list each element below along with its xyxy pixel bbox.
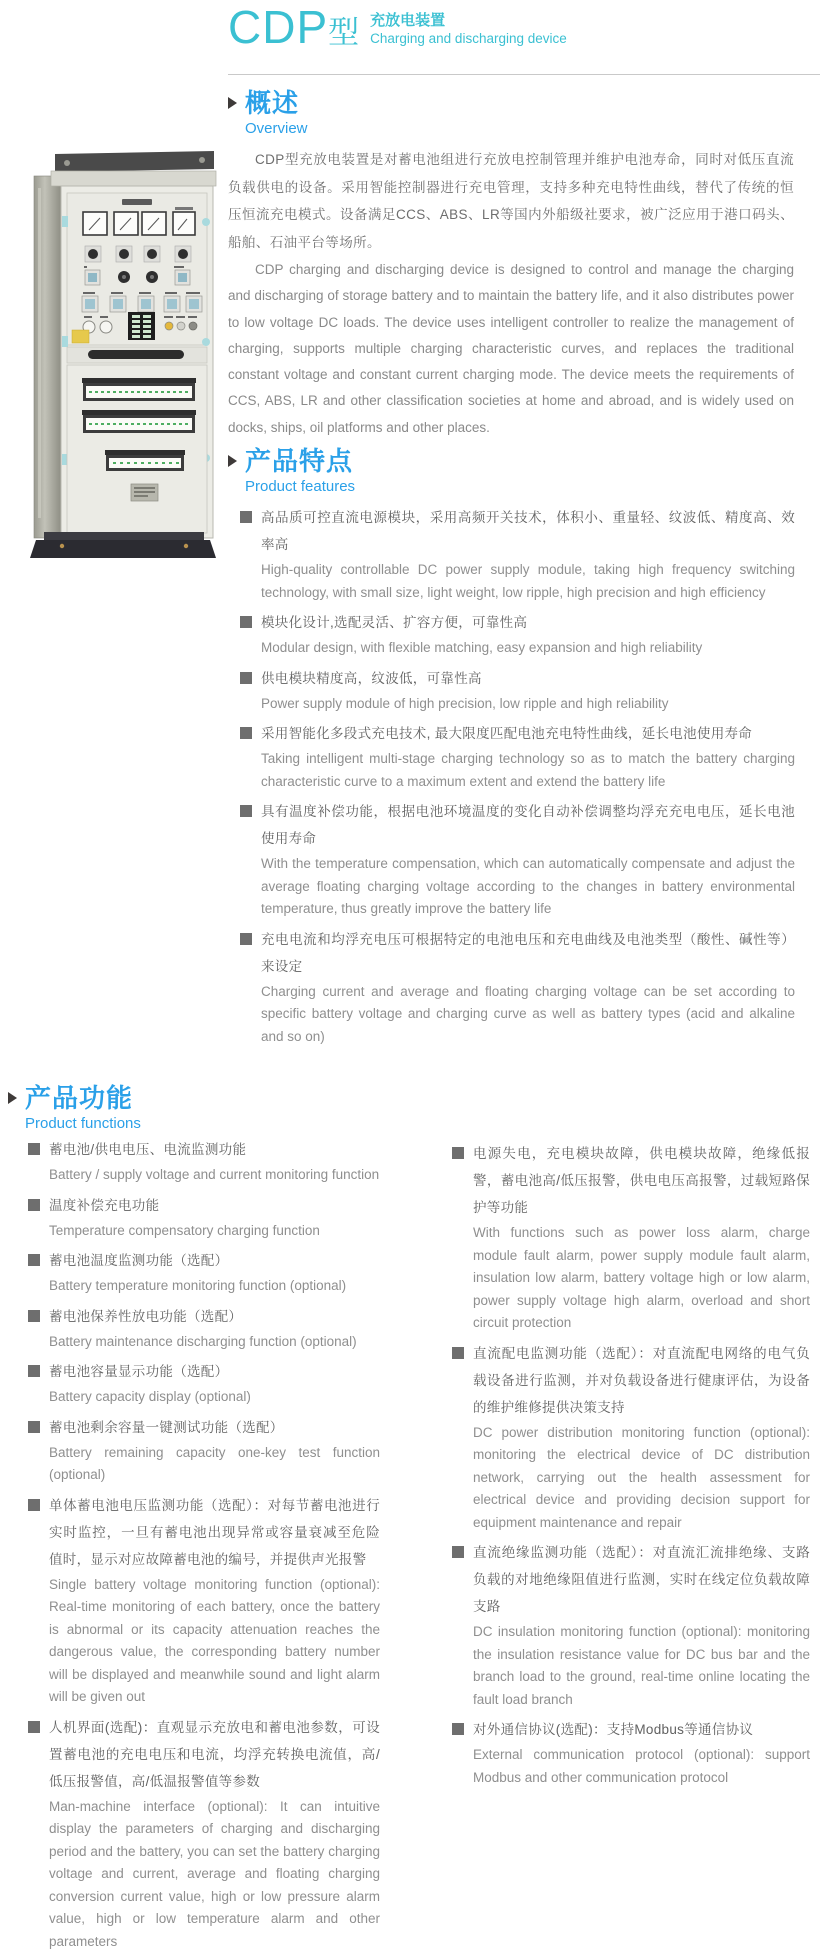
product-subtitle	[370, 8, 567, 47]
bullet-square-icon	[28, 1254, 40, 1266]
feature-item	[240, 504, 795, 604]
feature-en: High-quality controllable DC power supply module, taking high frequency switching technology, with small size, light weight, low ripple, high precision and high efficiency	[261, 562, 795, 600]
function-en: Man-machine interface (optional): It can intuitive display the parameters of charging and discharging period and the battery, you can set the battery charging voltage and current, average and floating charging conversion current value, high or low pressure alarm value, high or low temperature alarm and other parameters	[49, 1798, 380, 1949]
function-item	[28, 1492, 380, 1709]
function-en: With functions such as power loss alarm, charge module fault alarm, power supply module fault alarm, insulation low alarm, battery voltage high or low alarm, power supply voltage high alarm, overload and short circuit protection	[473, 1225, 810, 1330]
function-zh: 蓄电池剩余容量一键测试功能（选配）	[49, 1419, 284, 1435]
feature-item	[240, 798, 795, 921]
product-model	[228, 1, 361, 53]
triangle-marker-icon	[228, 455, 237, 467]
bullet-square-icon	[28, 1421, 40, 1433]
feature-zh: 高品质可控直流电源模块，采用高频开关技术，体积小、重量轻、纹波低、精度高、效率高	[261, 510, 795, 552]
function-en: Battery maintenance discharging function (optional)	[49, 1333, 357, 1349]
bullet-square-icon	[240, 933, 252, 945]
function-item	[28, 1358, 380, 1409]
feature-zh: 模块化设计,选配灵活、扩容方便，可靠性高	[261, 615, 528, 630]
section-functions-header	[8, 1083, 141, 1133]
function-zh: 蓄电池/供电电压、电流监测功能	[49, 1142, 247, 1157]
device-photo	[28, 148, 218, 560]
bullet-square-icon	[28, 1143, 40, 1155]
feature-zh: 采用智能化多段式充电技术, 最大限度匹配电池充电特性曲线，延长电池使用寿命	[261, 726, 753, 741]
bullet-square-icon	[240, 616, 252, 628]
page-title	[228, 1, 567, 53]
function-item	[28, 1714, 380, 1954]
subtitle-zh: 充放电装置	[370, 11, 446, 29]
feature-item	[240, 720, 795, 793]
header-divider	[228, 74, 820, 75]
function-zh: 蓄电池保养性放电功能（选配）	[49, 1308, 243, 1324]
feature-en: Modular design, with flexible matching, easy expansion and high reliability	[261, 640, 703, 655]
bullet-square-icon	[240, 805, 252, 817]
functions-column-right	[452, 1140, 810, 1794]
overview-paragraph-zh: CDP型充放电装置是对蓄电池组进行充放电控制管理并维护电池寿命，同时对低压直流负载供电的设备。采用智能控制器进行充电管理，支持多种充电特性曲线，替代了传统的恒压恒流充电模式。设备满足CCS、ABS、LR等国内外船级社要求，被广泛应用于港口码头、船舶、石油平台等场所。	[228, 152, 794, 250]
triangle-marker-icon	[8, 1092, 17, 1104]
function-item	[452, 1140, 810, 1335]
function-zh: 温度补偿充电功能	[49, 1197, 160, 1213]
feature-item	[240, 926, 795, 1049]
feature-en: With the temperature compensation, which can automatically compensate and adjust the average floating charging voltage according to the changes in battery environmental temperature, thus greatly improve the battery life	[261, 856, 795, 916]
function-item	[28, 1192, 380, 1243]
bullet-square-icon	[240, 727, 252, 739]
feature-zh: 充电电流和均浮充电压可根据特定的电池电压和充电曲线及电池类型（酸性、碱性等）来设定	[261, 931, 795, 974]
function-en: Temperature compensatory charging function	[49, 1222, 320, 1238]
function-zh: 直流绝缘监测功能（选配）：对直流汇流排绝缘、支路负载的对地绝缘阻值进行监测，实时在线定位负载故障支路	[473, 1545, 810, 1614]
function-item	[28, 1414, 380, 1487]
section-features	[228, 446, 795, 1053]
function-en: DC power distribution monitoring function (optional): monitoring the electrical device of DC distribution network, carrying out the health assessment for electrical device and providing decision support for equipment maintenance and repair	[473, 1424, 810, 1530]
function-en: DC insulation monitoring function (optional): monitoring the insulation resistance value for DC bus bar and the branch load to the ground, real-time online locating the fault load branch	[473, 1624, 810, 1707]
overview-heading-zh: 概述	[245, 88, 300, 118]
triangle-marker-icon	[228, 97, 237, 109]
overview-header	[228, 88, 794, 138]
features-list	[240, 504, 795, 1048]
function-zh: 单体蓄电池电压监测功能（选配）：对每节蓄电池进行实时监控，一旦有蓄电池出现异常或容量衰减至危险值时，显示对应故障蓄电池的编号，并提供声光报警	[49, 1497, 380, 1567]
cabinet-illustration	[28, 148, 218, 560]
feature-zh: 供电模块精度高，纹波低，可靠性高	[261, 670, 482, 686]
feature-item	[240, 665, 795, 716]
function-en: Battery capacity display (optional)	[49, 1389, 251, 1404]
bullet-square-icon	[28, 1310, 40, 1322]
feature-zh: 具有温度补偿功能，根据电池环境温度的变化自动补偿调整均浮充充电电压，延长电池使用寿命	[261, 804, 795, 846]
feature-item	[240, 609, 795, 660]
feature-en: Power supply module of high precision, low ripple and high reliability	[261, 695, 669, 711]
function-zh: 对外通信协议(选配)：支持Modbus等通信协议	[473, 1722, 754, 1737]
function-en: Battery remaining capacity one-key test function (optional)	[49, 1444, 380, 1482]
bullet-square-icon	[240, 511, 252, 523]
model-latin: CDP	[228, 1, 329, 53]
bullet-square-icon	[28, 1199, 40, 1211]
functions-heading-en: Product functions	[25, 1115, 141, 1132]
features-header	[228, 446, 795, 496]
subtitle-en: Charging and discharging device	[370, 30, 567, 46]
function-zh: 电源失电，充电模块故障，供电模块故障，绝缘低报警，蓄电池高/低压报警，供电电压高报警，过载短路保护等功能	[473, 1146, 810, 1215]
functions-heading-zh: 产品功能	[25, 1083, 134, 1113]
functions-column-left	[28, 1136, 380, 1958]
function-en: Battery temperature monitoring function (optional)	[49, 1278, 347, 1293]
function-item	[452, 1716, 810, 1789]
function-item	[28, 1247, 380, 1298]
bullet-square-icon	[240, 672, 252, 684]
function-zh: 蓄电池温度监测功能（选配）	[49, 1253, 229, 1268]
bullet-square-icon	[452, 1147, 464, 1159]
bullet-square-icon	[452, 1723, 464, 1735]
features-heading-en: Product features	[245, 478, 356, 495]
function-zh: 直流配电监测功能（选配）：对直流配电网络的电气负载设备进行监测，并对负载设备进行健康评估，为设备的维护维修提供决策支持	[473, 1345, 810, 1415]
function-item	[28, 1136, 380, 1187]
function-en: External communication protocol (optional): support Modbus and other communication protocol	[473, 1747, 810, 1785]
bullet-square-icon	[28, 1721, 40, 1733]
overview-heading-en: Overview	[245, 120, 308, 137]
function-zh: 人机界面(选配)：直观显示充放电和蓄电池参数，可设置蓄电池的充电电压和电流，均浮充转换电流值，高/低压报警值，高/低温报警值等参数	[49, 1719, 380, 1789]
model-suffix: 型	[328, 15, 361, 50]
bullet-square-icon	[452, 1347, 464, 1359]
bullet-square-icon	[28, 1365, 40, 1377]
function-en: Battery / supply voltage and current monitoring function	[49, 1167, 380, 1182]
feature-en: Charging current and average and floating charging voltage can be set according to specific battery voltage and charging curve as well as battery types (acid and alkaline and so on)	[261, 983, 795, 1044]
function-item	[452, 1340, 810, 1535]
function-item	[28, 1303, 380, 1354]
bullet-square-icon	[452, 1546, 464, 1558]
function-zh: 蓄电池容量显示功能（选配）	[49, 1364, 229, 1379]
function-en: Single battery voltage monitoring function (optional): Real-time monitoring of each battery, once the battery is abnormal or its capacity attenuation reaches the dangerous value, the corresponding battery number will be displayed and meanwhile sound and light alarm will be given out	[49, 1576, 380, 1704]
feature-en: Taking intelligent multi-stage charging technology so as to match the battery charging characteristic curve to a maximum extent and extend the battery life	[261, 751, 795, 789]
bullet-square-icon	[28, 1499, 40, 1511]
function-item	[452, 1539, 810, 1711]
overview-paragraph-en: CDP charging and discharging device is designed to control and manage the charging and discharging of storage battery and to maintain the battery life, and it also distributes power to low voltage DC loads. The device uses intelligent controller to realize the management of charging, supports multiple charging characteristic curves, and replaces the traditional constant voltage and constant current charging mode. The device meets the requirements of CCS, ABS, LR and other classification societies at home and abroad, and is widely used on docks, ships, oil platforms and other places.	[228, 262, 794, 435]
section-overview	[228, 88, 794, 441]
features-heading-zh: 产品特点	[245, 446, 354, 476]
